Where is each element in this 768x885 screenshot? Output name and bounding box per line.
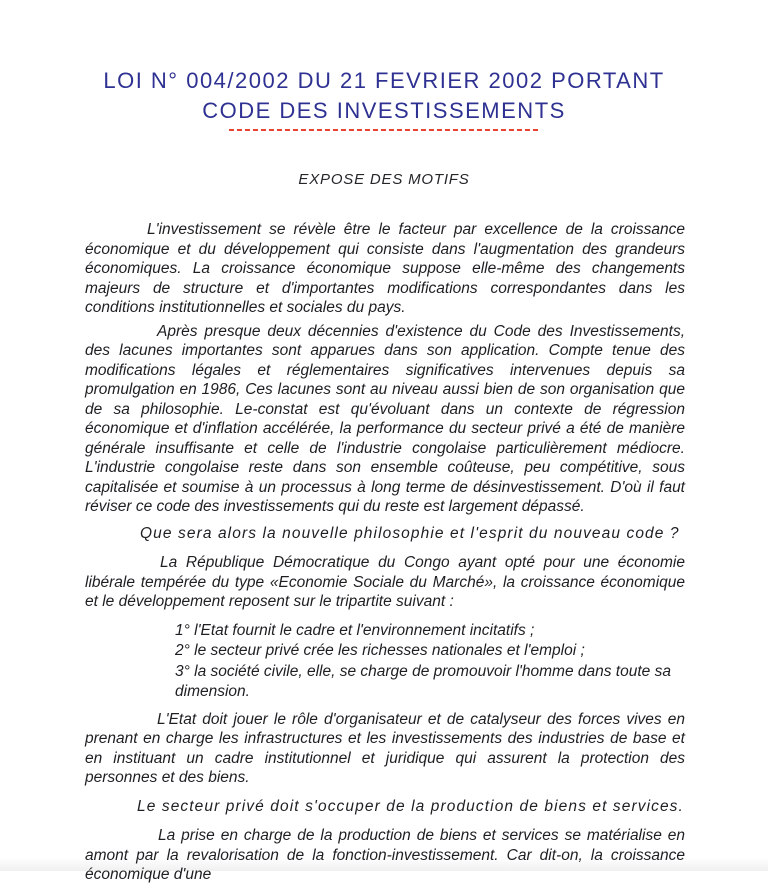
paragraph-question-nouvelle-philosophie: Que sera alors la nouvelle philosophie et l'esprit du nouveau code ?	[140, 524, 680, 542]
paragraph-republique-democratique: La République Démocratique du Congo ayant opté pour une économie libérale tempérée du type «Economie Sociale du Marché», la croissance économique et le développement reposent sur le tripartite suivant :	[85, 554, 685, 610]
paragraph-etat-organisateur: L'Etat doit jouer le rôle d'organisateur et de catalyseur des forces vives en prenant en charge les infrastructures et les investissements des industries de base et en instituant un cadre institutionnel et juridique qui assurent la protection des personnes et des biens.	[85, 710, 685, 786]
law-title-line-2: CODE DES INVESTISSEMENTS	[202, 98, 566, 123]
list-item-1: 1° l'Etat fournit le cadre et l'environnement incitatifs ;	[175, 621, 535, 639]
paragraph-secteur-prive: Le secteur privé doit s'occuper de la production de biens et services.	[137, 797, 684, 815]
law-title	[0, 66, 768, 126]
paragraph-investissement: L'investissement se révèle être le facteur par excellence de la croissance économique et du développement qui consiste dans l'augmentation des grandeurs économiques. La croissance économique suppose elle-même des changements majeurs de structure et d'importantes modifications correspondantes dans les conditions institutionnelles et sociales du pays.	[85, 221, 685, 316]
law-title-line-1: LOI N° 004/2002 DU 21 FEVRIER 2002 PORTANT	[103, 68, 665, 93]
list-item-2: 2° le secteur privé crée les richesses nationales et l'emploi ;	[175, 642, 585, 659]
tripartite-list	[175, 621, 685, 703]
document-body	[85, 220, 685, 885]
document-page	[0, 66, 768, 883]
section-heading-expose-des-motifs: EXPOSE DES MOTIFS	[298, 171, 470, 188]
paragraph-prise-en-charge: La prise en charge de la production de biens et services se matérialise en amont par la revalorisation de la fonction-investissement. Car dit-on, la croissance économique d'une	[85, 827, 685, 883]
list-item-3: 3° la société civile, elle, se charge de promouvoir l'homme dans toute sa dimension.	[175, 662, 671, 700]
red-dashed-divider	[229, 129, 539, 131]
paragraph-deux-decennies: Après presque deux décennies d'existence du Code des Investissements, des lacunes importantes sont apparues dans son application. Compte tenue des modifications légales et réglementaires significatives intervenues depuis sa promulgation en 1986, Ces lacunes sont au niveau aussi bien de son organisation que de sa philosophie. Le-constat est qu'évoluant dans un contexte de régression économique et d'inflation accélérée, la performance du secteur privé a été de manière générale insuffisante et celle de l'industrie congolaise particulièrement médiocre. L'industrie congolaise reste dans son ensemble coûteuse, peu compétitive, sous capitalisée et soumise à un processus à long terme de désinvestissement. D'où il faut réviser ce code des investissements qui du reste est largement dépassé.	[85, 322, 685, 515]
